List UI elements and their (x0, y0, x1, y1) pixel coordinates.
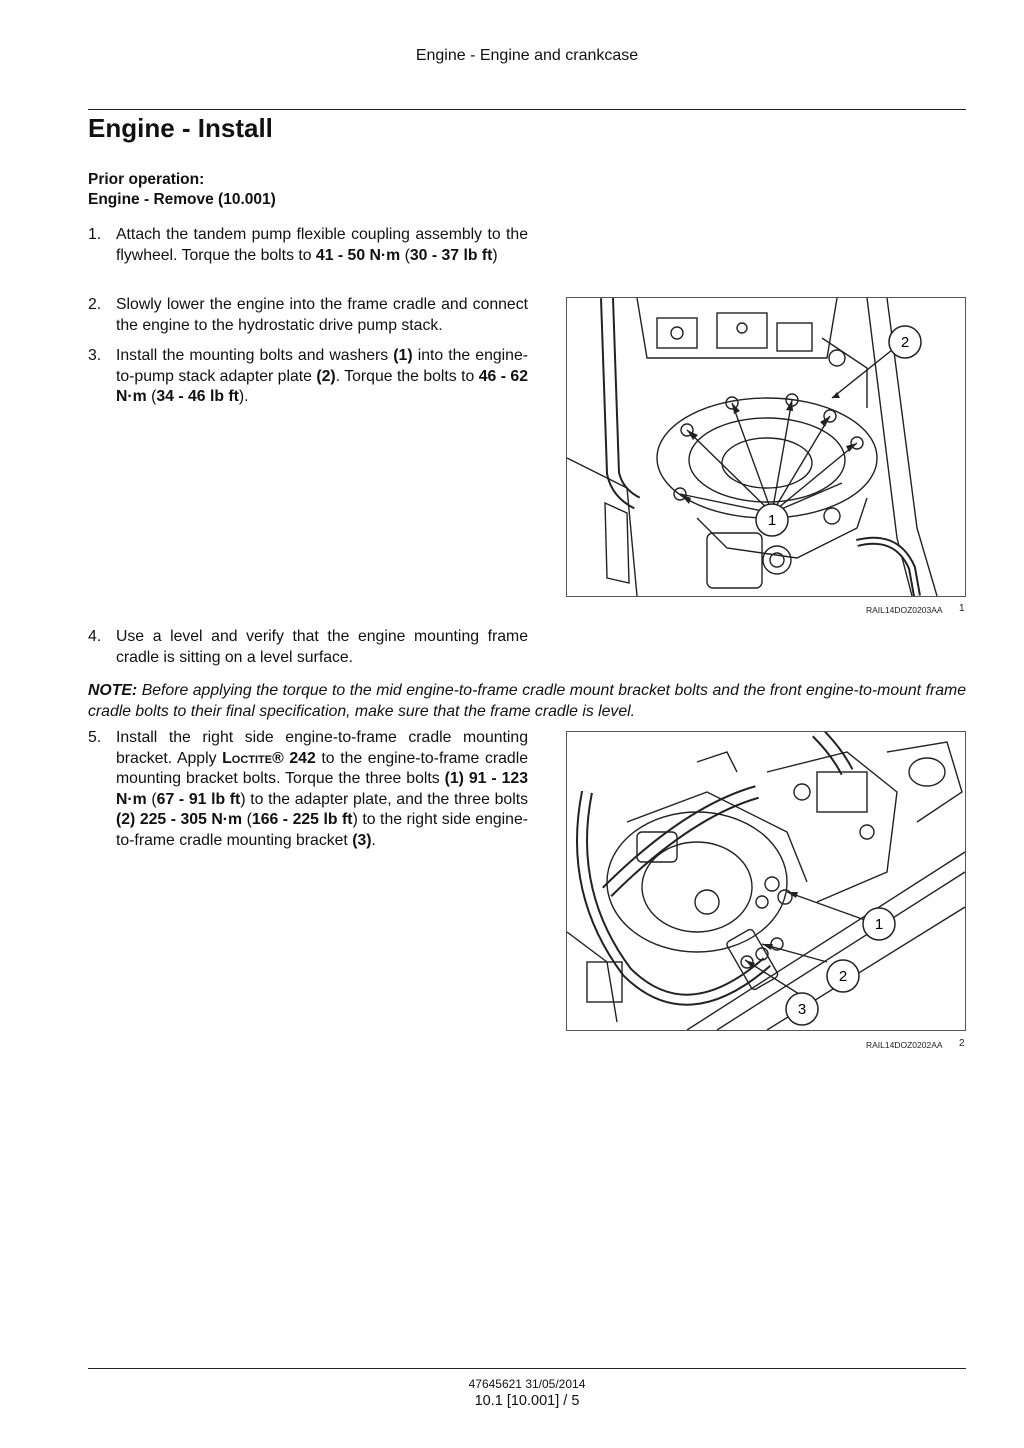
figure-1-code: RAIL14DOZ0203AA (866, 605, 943, 615)
step-3: 3. Install the mounting bolts and washers (1) into the engine-to-pump stack adapter plate (2). Torque the bolts to 46 - 62 N·m (34 - 46 lb ft). (88, 347, 529, 405)
footer-document-info: 47645621 31/05/2014 (468, 1377, 586, 1391)
step-number: 4. (88, 628, 102, 645)
step-number: 3. (88, 347, 102, 364)
figure-2-callout-3: 3 (797, 1001, 807, 1018)
figure-2-illustration (567, 732, 965, 1030)
prior-operation-label: Prior operation: (88, 171, 205, 188)
step-number: 1. (88, 226, 102, 243)
figure-1-illustration (567, 298, 965, 596)
product-name: Loctite® 242 (222, 749, 316, 767)
step-number: 2. (88, 296, 102, 313)
figure-2-photo (566, 731, 966, 1031)
footer-page-number: 10.1 [10.001] / 5 (474, 1393, 580, 1409)
step-2: 2. Slowly lower the engine into the frame cradle and connect the engine to the hydrostatic drive pump stack. (88, 296, 528, 334)
note-label: NOTE: (88, 682, 138, 699)
page-title: Engine - Install (88, 113, 273, 143)
figure-1-callout-2: 2 (900, 334, 910, 351)
figure-1-number: 1 (959, 603, 965, 614)
note (88, 681, 966, 722)
note-text: Before applying the torque to the mid engine-to-frame cradle mount bracket bolts and the front engine-to-mount frame cradle bolts to their final specification, make sure that the frame cradle is level. (88, 682, 966, 720)
step-number: 5. (88, 729, 102, 746)
step-1: 1. Attach the tandem pump flexible coupling assembly to the flywheel. Torque the bolts to 41 - 50 N·m (30 - 37 lb ft) (88, 226, 528, 264)
header-rule (88, 109, 966, 110)
prior-operation-reference[interactable]: Engine - Remove (10.001) (88, 191, 276, 208)
step-5: 5. Install the right side engine-to-frame cradle mounting bracket. Apply Loctite® 242 to the engine-to-frame cradle mounting bracket bolts. Torque the three bolts (1) 91 - 123 N·m (67 - 91 lb ft) to the adapter plate, and the three bolts (2) 225 - 305 N·m (166 - 225 lb ft) to the right side engine-to-frame cradle mounting bracket (3). (88, 729, 528, 849)
running-header: Engine - Engine and crankcase (415, 47, 639, 64)
figure-2-code: RAIL14DOZ0202AA (866, 1040, 943, 1050)
figure-2-callout-1: 1 (874, 916, 884, 933)
figure-1-photo (566, 297, 966, 597)
figure-1-callout-1: 1 (767, 512, 777, 529)
step-4: 4. Use a level and verify that the engine mounting frame cradle is sitting on a level surface. (88, 628, 528, 666)
figure-2-number: 2 (959, 1038, 965, 1049)
footer-rule (88, 1368, 966, 1369)
figure-2-callout-2: 2 (838, 968, 848, 985)
